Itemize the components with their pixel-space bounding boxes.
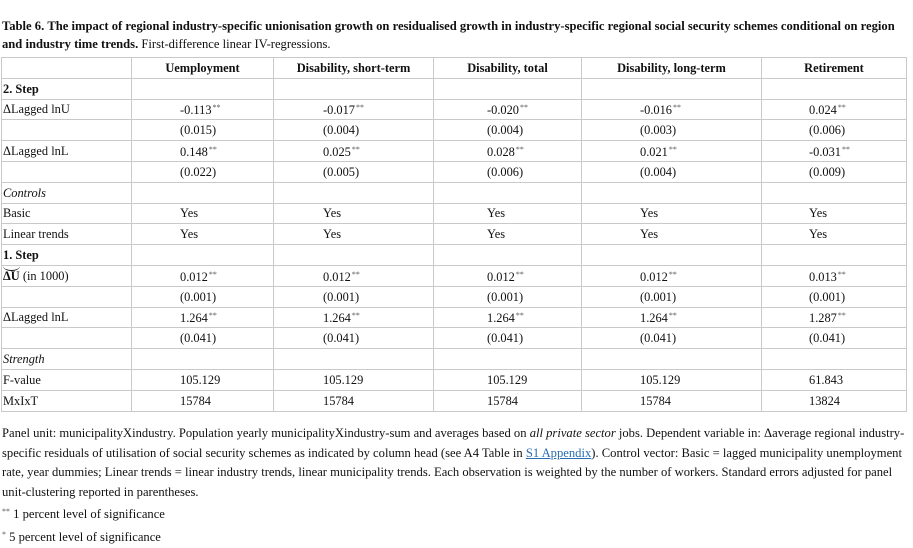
significance-stars: ** [515, 145, 524, 155]
significance-stars: ** [842, 145, 851, 155]
cell-value: (0.041) [180, 331, 217, 346]
column-header: Uemployment [132, 58, 274, 79]
value-cell [582, 328, 762, 349]
value-cell [762, 307, 907, 328]
value-cell [762, 224, 907, 245]
cell-value: Yes [809, 206, 828, 221]
significance-stars: ** [351, 311, 360, 321]
value-cell [132, 182, 274, 203]
value-cell [434, 369, 582, 390]
cell-value: 0.024 [809, 103, 837, 118]
cell-value: 1.264 [640, 311, 668, 326]
table-row [2, 349, 907, 370]
table-subtitle: First-difference linear IV-regressions. [141, 37, 331, 51]
cell-value: -0.017 [323, 103, 356, 118]
row-label: Strength [2, 349, 132, 370]
value-cell [582, 224, 762, 245]
header-row [2, 58, 907, 79]
significance-stars: ** [351, 145, 360, 155]
significance-note-1 [2, 502, 907, 525]
table-row [2, 203, 907, 224]
value-cell [434, 203, 582, 224]
row-label: Linear trends [2, 224, 132, 245]
cell-value: (0.003) [640, 123, 677, 138]
cell-value: 0.012 [487, 269, 515, 284]
sig1-text: 1 percent level of significance [10, 507, 165, 522]
value-cell [132, 286, 274, 307]
cell-value: 1.287 [809, 311, 837, 326]
significance-stars: ** [668, 311, 677, 321]
value-cell [434, 99, 582, 120]
value-cell [762, 99, 907, 120]
cell-value: Yes [487, 227, 506, 242]
sig2-text: 5 percent level of significance [6, 529, 161, 544]
value-cell [762, 286, 907, 307]
value-cell [132, 328, 274, 349]
cell-value: Yes [809, 227, 828, 242]
value-cell [434, 307, 582, 328]
value-cell [274, 286, 434, 307]
notes-text-3: ). Control vector: Basic = lagged municipality unemployment rate, year dummies; Linear trends = linear industry trends, linear municipality trends. Each observation is weighted by the number of workers. Standard errors adjusted for panel unit-clustering reported in parentheses. [2, 445, 902, 499]
cell-value: -0.113 [180, 103, 212, 118]
significance-stars: ** [668, 145, 677, 155]
significance-stars: ** [668, 269, 677, 279]
appendix-link[interactable]: S1 Appendix [525, 445, 592, 460]
cell-value: (0.022) [180, 164, 217, 179]
cell-value: 0.013 [809, 269, 837, 284]
value-cell [582, 307, 762, 328]
value-cell [582, 161, 762, 182]
cell-value: (0.001) [180, 289, 217, 304]
significance-stars: ** [837, 311, 846, 321]
value-cell [434, 141, 582, 162]
table-row [2, 245, 907, 266]
cell-value: 0.021 [640, 145, 668, 160]
value-cell [274, 161, 434, 182]
value-cell [274, 78, 434, 99]
value-cell [762, 245, 907, 266]
value-cell [434, 78, 582, 99]
cell-value: (0.001) [640, 289, 677, 304]
value-cell [582, 203, 762, 224]
cell-value: (0.006) [809, 123, 846, 138]
cell-value: Yes [323, 206, 342, 221]
column-header: Disability, short-term [274, 58, 434, 79]
cell-value: Yes [323, 227, 342, 242]
significance-note-2 [2, 525, 907, 548]
table-row [2, 78, 907, 99]
significance-stars: ** [356, 103, 365, 113]
cell-value: (0.001) [487, 289, 524, 304]
cell-value: (0.004) [640, 164, 677, 179]
cell-value: Yes [487, 206, 506, 221]
cell-value: -0.020 [487, 103, 520, 118]
value-cell [132, 161, 274, 182]
value-cell [582, 369, 762, 390]
column-header: Disability, total [434, 58, 582, 79]
value-cell [132, 141, 274, 162]
row-label [2, 265, 132, 286]
cell-value: 1.264 [487, 311, 515, 326]
value-cell [274, 328, 434, 349]
cell-value: (0.006) [487, 164, 524, 179]
value-cell [582, 120, 762, 141]
significance-stars: ** [837, 269, 846, 279]
value-cell [274, 265, 434, 286]
table-row [2, 182, 907, 203]
cell-value: (0.009) [809, 164, 846, 179]
cell-value: -0.031 [809, 145, 842, 160]
row-label: ΔLagged lnU [2, 99, 132, 120]
value-cell [582, 99, 762, 120]
cell-value: 105.129 [323, 372, 364, 387]
value-cell [582, 265, 762, 286]
significance-stars: ** [673, 103, 682, 113]
cell-value: (0.041) [323, 331, 360, 346]
cell-value: (0.041) [487, 331, 524, 346]
value-cell [132, 265, 274, 286]
notes-text-1: Panel unit: municipalityXindustry. Population yearly municipalityXindustry-sum and averages based on [2, 426, 530, 440]
significance-stars: ** [212, 103, 221, 113]
value-cell [582, 286, 762, 307]
cell-value: 105.129 [640, 372, 681, 387]
row-label: ΔLagged lnL [2, 307, 132, 328]
row-label: ΔLagged lnL [2, 141, 132, 162]
row-label [2, 161, 132, 182]
table-row [2, 141, 907, 162]
value-cell [274, 182, 434, 203]
value-cell [274, 141, 434, 162]
value-cell [434, 265, 582, 286]
cell-value: (0.041) [809, 331, 846, 346]
value-cell [132, 307, 274, 328]
value-cell [132, 120, 274, 141]
table-row [2, 265, 907, 286]
cell-value: 0.148 [180, 145, 208, 160]
column-header: Disability, long-term [582, 58, 762, 79]
value-cell [132, 390, 274, 411]
table-label: Table 6. [2, 19, 45, 33]
value-cell [274, 369, 434, 390]
table-title: The impact of regional industry-specific unionisation growth on residualised growth in industry-specific regional social security schemes conditional on region and industry time trends. [2, 19, 895, 51]
value-cell [762, 328, 907, 349]
value-cell [132, 349, 274, 370]
significance-stars: ** [515, 311, 524, 321]
cell-value: 15784 [180, 393, 211, 408]
value-cell [274, 120, 434, 141]
value-cell [274, 245, 434, 266]
row-label [2, 328, 132, 349]
value-cell [582, 182, 762, 203]
cell-value: -0.016 [640, 103, 673, 118]
cell-value: Yes [180, 206, 199, 221]
significance-stars: ** [208, 311, 217, 321]
value-cell [762, 141, 907, 162]
corner-cell [2, 58, 132, 79]
cell-value: (0.004) [323, 123, 360, 138]
table-row [2, 369, 907, 390]
value-cell [434, 286, 582, 307]
value-cell [274, 307, 434, 328]
cell-value: 0.012 [640, 269, 668, 284]
table-row [2, 307, 907, 328]
value-cell [762, 265, 907, 286]
cell-value: 13824 [809, 393, 840, 408]
row-label: MxIxT [2, 390, 132, 411]
table-row [2, 328, 907, 349]
cell-value: 105.129 [180, 372, 221, 387]
value-cell [582, 245, 762, 266]
value-cell [274, 99, 434, 120]
value-cell [762, 120, 907, 141]
table-row [2, 286, 907, 307]
delta-u-hat-label: ΔU [3, 268, 20, 283]
cell-value: 15784 [323, 393, 354, 408]
notes-italic: all private sector [529, 426, 616, 440]
value-cell [434, 245, 582, 266]
row-label: F-value [2, 369, 132, 390]
value-cell [762, 390, 907, 411]
table-notes [2, 424, 907, 548]
cell-value: 105.129 [487, 372, 528, 387]
value-cell [132, 245, 274, 266]
cell-value: (0.001) [323, 289, 360, 304]
value-cell [434, 349, 582, 370]
significance-stars: ** [515, 269, 524, 279]
value-cell [132, 99, 274, 120]
sig2-stars: * [2, 529, 6, 539]
value-cell [762, 161, 907, 182]
results-table [1, 57, 907, 412]
value-cell [274, 390, 434, 411]
cell-value: 0.012 [180, 269, 208, 284]
significance-stars: ** [208, 269, 217, 279]
cell-value: 0.028 [487, 145, 515, 160]
value-cell [582, 141, 762, 162]
column-header: Retirement [762, 58, 907, 79]
value-cell [274, 224, 434, 245]
row-label: Basic [2, 203, 132, 224]
value-cell [582, 390, 762, 411]
cell-value: 1.264 [323, 311, 351, 326]
row-label: Controls [2, 182, 132, 203]
value-cell [762, 369, 907, 390]
cell-value: 61.843 [809, 372, 844, 387]
row-label: 2. Step [2, 78, 132, 99]
value-cell [434, 182, 582, 203]
table-row [2, 224, 907, 245]
cell-value: 1.264 [180, 311, 208, 326]
cell-value: 15784 [487, 393, 518, 408]
cell-value: (0.015) [180, 123, 217, 138]
table-row [2, 161, 907, 182]
table-caption [2, 17, 907, 53]
cell-value: Yes [640, 227, 659, 242]
cell-value: Yes [640, 206, 659, 221]
cell-value: 15784 [640, 393, 671, 408]
value-cell [762, 78, 907, 99]
cell-value: (0.004) [487, 123, 524, 138]
value-cell [132, 369, 274, 390]
significance-stars: ** [351, 269, 360, 279]
value-cell [582, 78, 762, 99]
value-cell [274, 349, 434, 370]
value-cell [434, 224, 582, 245]
value-cell [132, 78, 274, 99]
cell-value: (0.005) [323, 164, 360, 179]
value-cell [434, 120, 582, 141]
value-cell [434, 161, 582, 182]
cell-value: 0.012 [323, 269, 351, 284]
table-row [2, 120, 907, 141]
cell-value: (0.041) [640, 331, 677, 346]
table-row [2, 390, 907, 411]
value-cell [434, 390, 582, 411]
value-cell [762, 349, 907, 370]
row-label [2, 120, 132, 141]
value-cell [132, 224, 274, 245]
significance-stars: ** [208, 145, 217, 155]
table-row [2, 99, 907, 120]
value-cell [434, 328, 582, 349]
row-label [2, 286, 132, 307]
row-label-suffix: (in 1000) [19, 268, 69, 283]
notes-text-2: jobs. Dependent variable in: Δaverage regional industry-specific residuals of utilisation of social security schemes as indicated by column head (see A4 Table in [2, 426, 905, 460]
cell-value: 0.025 [323, 145, 351, 160]
value-cell [132, 203, 274, 224]
significance-stars: ** [520, 103, 529, 113]
significance-stars: ** [837, 103, 846, 113]
row-label: 1. Step [2, 245, 132, 266]
cell-value: (0.001) [809, 289, 846, 304]
value-cell [274, 203, 434, 224]
value-cell [762, 203, 907, 224]
value-cell [762, 182, 907, 203]
value-cell [582, 349, 762, 370]
sig1-stars: ** [2, 507, 10, 517]
cell-value: Yes [180, 227, 199, 242]
